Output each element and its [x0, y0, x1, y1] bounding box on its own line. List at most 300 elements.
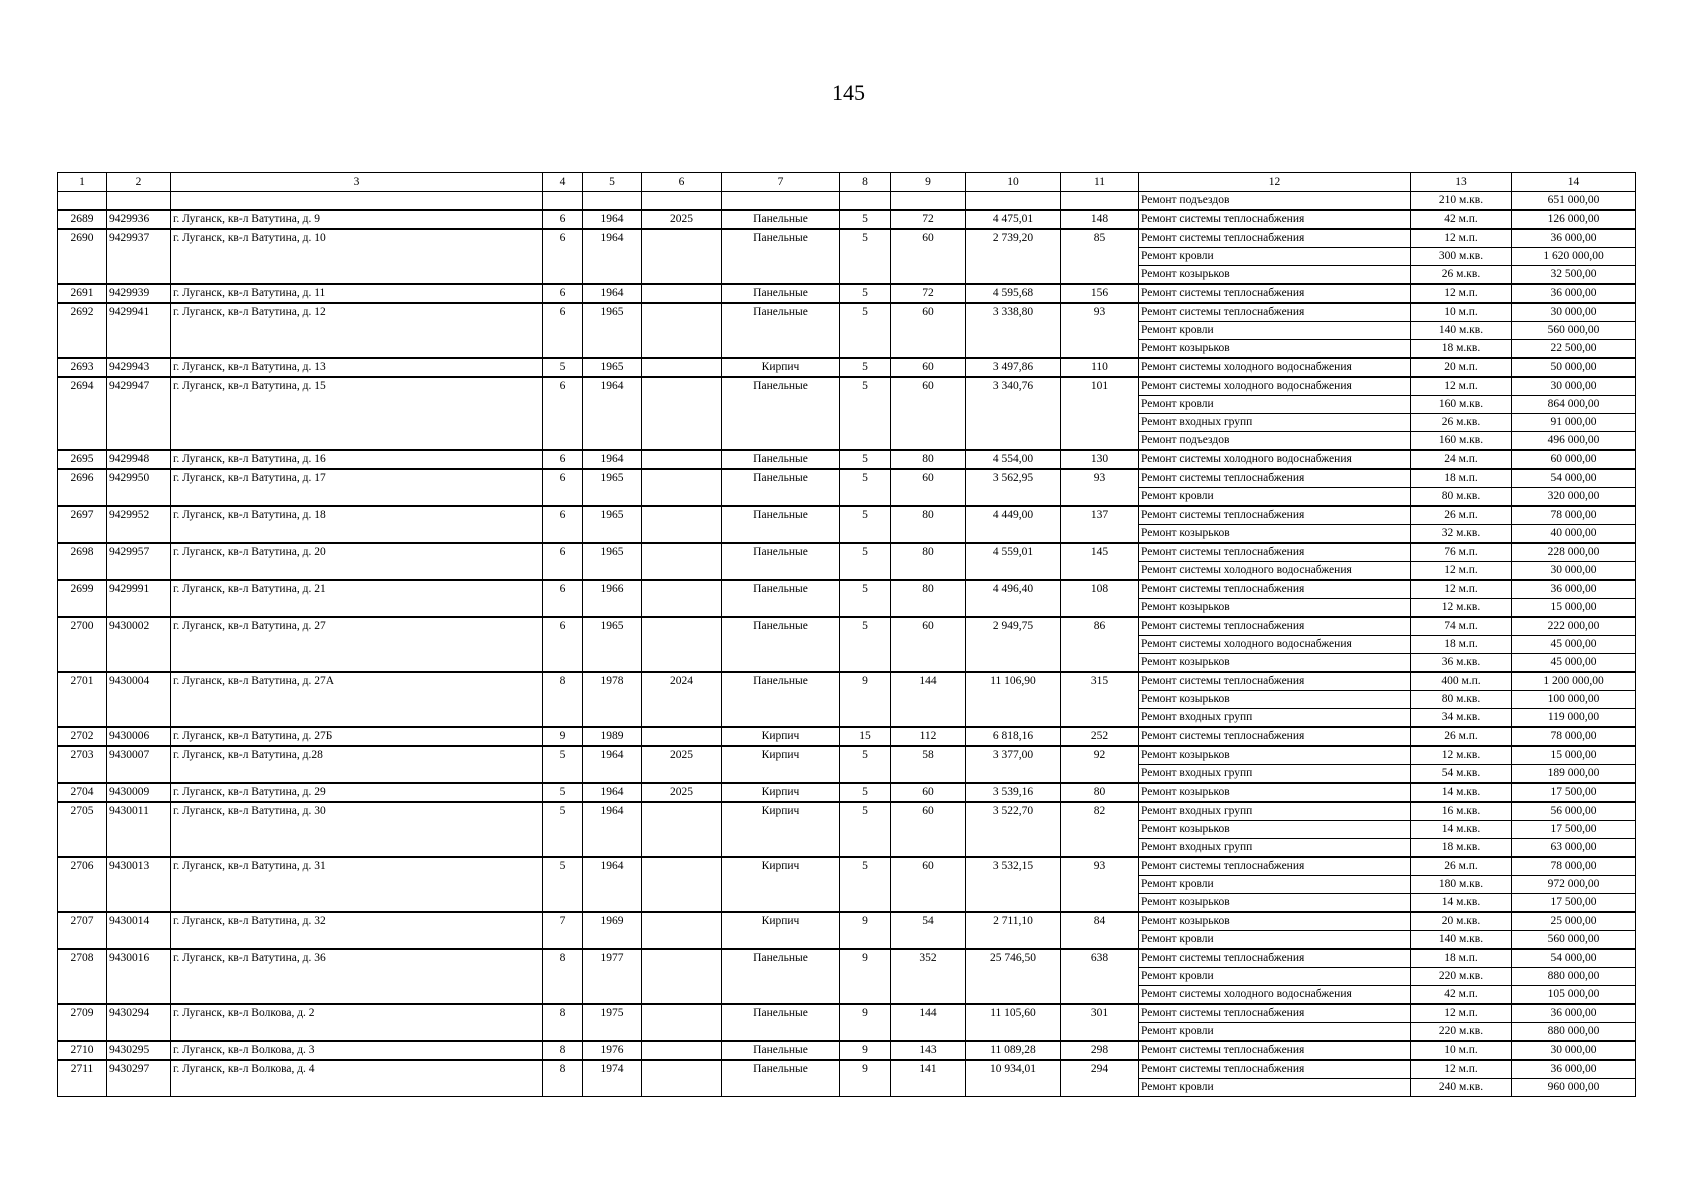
repair-year-cell [642, 229, 722, 284]
wall-material-cell: Кирпич [722, 746, 840, 783]
floors-cell: 5 [543, 783, 583, 802]
table-row [58, 857, 1636, 876]
work-type-cell: Ремонт входных групп [1139, 802, 1411, 821]
cost-cell: 30 000,00 [1512, 1041, 1636, 1060]
work-type-cell: Ремонт козырьков [1139, 746, 1411, 765]
page-number: 145 [832, 80, 865, 105]
table-row [58, 506, 1636, 525]
volume-cell: 80 м.кв. [1411, 488, 1512, 507]
area-cell: 2 711,10 [966, 912, 1061, 949]
work-type-cell: Ремонт входных групп [1139, 414, 1411, 432]
address-cell: г. Луганск, кв-л Ватутина, д. 31 [171, 857, 543, 912]
work-type-cell: Ремонт системы теплоснабжения [1139, 1060, 1411, 1079]
repair-year-cell [642, 949, 722, 1004]
address-cell [171, 192, 543, 211]
volume-cell: 26 м.кв. [1411, 414, 1512, 432]
row-number-cell: 2711 [58, 1060, 107, 1097]
year-built-cell: 1964 [583, 746, 642, 783]
volume-cell: 10 м.п. [1411, 303, 1512, 322]
work-type-cell: Ремонт системы холодного водоснабжения [1139, 986, 1411, 1005]
house-id-cell: 9430294 [107, 1004, 171, 1041]
area-cell [966, 192, 1061, 211]
row-number-cell: 2692 [58, 303, 107, 358]
volume-cell: 12 м.п. [1411, 562, 1512, 581]
apartments-cell: 144 [891, 1004, 966, 1041]
table-row [58, 1060, 1636, 1079]
floors-cell: 6 [543, 377, 583, 450]
house-id-cell: 9429952 [107, 506, 171, 543]
volume-cell: 76 м.п. [1411, 543, 1512, 562]
residents-cell: 252 [1061, 727, 1139, 746]
apartments-cell: 144 [891, 672, 966, 727]
entrances-cell: 9 [840, 672, 891, 727]
volume-cell: 26 м.кв. [1411, 266, 1512, 285]
apartments-cell: 60 [891, 469, 966, 506]
work-type-cell: Ремонт козырьков [1139, 340, 1411, 359]
repair-year-cell [642, 303, 722, 358]
table-row [58, 358, 1636, 377]
wall-material-cell: Панельные [722, 543, 840, 580]
entrances-cell: 5 [840, 469, 891, 506]
work-type-cell: Ремонт входных групп [1139, 709, 1411, 728]
house-id-cell: 9430002 [107, 617, 171, 672]
volume-cell: 18 м.п. [1411, 949, 1512, 968]
volume-cell: 20 м.кв. [1411, 912, 1512, 931]
address-cell: г. Луганск, кв-л Ватутина, д. 27Б [171, 727, 543, 746]
residents-cell: 108 [1061, 580, 1139, 617]
volume-cell: 42 м.п. [1411, 210, 1512, 229]
repair-year-cell [642, 284, 722, 303]
cost-cell: 864 000,00 [1512, 396, 1636, 414]
house-id-cell: 9430011 [107, 802, 171, 857]
work-type-cell: Ремонт кровли [1139, 931, 1411, 950]
apartments-cell: 60 [891, 229, 966, 284]
entrances-cell: 5 [840, 857, 891, 912]
area-cell: 6 818,16 [966, 727, 1061, 746]
address-cell: г. Луганск, кв-л Волкова, д. 2 [171, 1004, 543, 1041]
house-id-cell: 9429943 [107, 358, 171, 377]
work-type-cell: Ремонт системы теплоснабжения [1139, 1004, 1411, 1023]
apartments-cell: 80 [891, 506, 966, 543]
table-row [58, 303, 1636, 322]
table-row [58, 1041, 1636, 1060]
floors-cell: 8 [543, 1041, 583, 1060]
wall-material-cell: Панельные [722, 949, 840, 1004]
area-cell: 4 475,01 [966, 210, 1061, 229]
volume-cell: 12 м.кв. [1411, 599, 1512, 618]
volume-cell: 18 м.п. [1411, 469, 1512, 488]
volume-cell: 74 м.п. [1411, 617, 1512, 636]
address-cell: г. Луганск, кв-л Волкова, д. 4 [171, 1060, 543, 1097]
work-type-cell: Ремонт кровли [1139, 248, 1411, 266]
house-id-cell: 9429937 [107, 229, 171, 284]
work-type-cell: Ремонт козырьков [1139, 691, 1411, 709]
volume-cell: 12 м.п. [1411, 1060, 1512, 1079]
year-built-cell: 1964 [583, 210, 642, 229]
floors-cell: 6 [543, 229, 583, 284]
work-type-cell: Ремонт системы теплоснабжения [1139, 284, 1411, 303]
floors-cell: 9 [543, 727, 583, 746]
volume-cell: 26 м.п. [1411, 727, 1512, 746]
work-type-cell: Ремонт системы теплоснабжения [1139, 210, 1411, 229]
cost-cell: 228 000,00 [1512, 543, 1636, 562]
address-cell: г. Луганск, кв-л Ватутина, д. 12 [171, 303, 543, 358]
entrances-cell: 5 [840, 450, 891, 469]
work-type-cell: Ремонт кровли [1139, 876, 1411, 894]
cost-cell: 63 000,00 [1512, 839, 1636, 858]
volume-cell: 140 м.кв. [1411, 931, 1512, 950]
cost-cell: 320 000,00 [1512, 488, 1636, 507]
residents-cell: 93 [1061, 857, 1139, 912]
row-number-cell: 2703 [58, 746, 107, 783]
wall-material-cell [722, 192, 840, 211]
row-number-cell: 2695 [58, 450, 107, 469]
volume-cell: 36 м.кв. [1411, 654, 1512, 673]
header-cell: 10 [966, 173, 1061, 192]
volume-cell: 220 м.кв. [1411, 968, 1512, 986]
volume-cell: 140 м.кв. [1411, 322, 1512, 340]
volume-cell: 160 м.кв. [1411, 432, 1512, 451]
address-cell: г. Луганск, кв-л Ватутина, д. 30 [171, 802, 543, 857]
table-row [58, 469, 1636, 488]
repair-register-table [57, 172, 1636, 1097]
work-type-cell: Ремонт системы теплоснабжения [1139, 580, 1411, 599]
residents-cell: 156 [1061, 284, 1139, 303]
year-built-cell: 1965 [583, 543, 642, 580]
register-body [58, 192, 1636, 1097]
apartments-cell: 80 [891, 450, 966, 469]
apartments-cell: 60 [891, 857, 966, 912]
residents-cell: 298 [1061, 1041, 1139, 1060]
repair-year-cell [642, 580, 722, 617]
row-number-cell: 2705 [58, 802, 107, 857]
cost-cell: 78 000,00 [1512, 727, 1636, 746]
work-type-cell: Ремонт системы теплоснабжения [1139, 506, 1411, 525]
apartments-cell: 112 [891, 727, 966, 746]
floors-cell: 6 [543, 303, 583, 358]
wall-material-cell: Панельные [722, 1060, 840, 1097]
table-row [58, 284, 1636, 303]
floors-cell: 7 [543, 912, 583, 949]
volume-cell: 400 м.п. [1411, 672, 1512, 691]
volume-cell: 12 м.п. [1411, 1004, 1512, 1023]
address-cell: г. Луганск, кв-л Ватутина, д. 36 [171, 949, 543, 1004]
entrances-cell: 5 [840, 358, 891, 377]
address-cell: г. Луганск, кв-л Ватутина, д. 20 [171, 543, 543, 580]
row-number-cell: 2706 [58, 857, 107, 912]
cost-cell: 78 000,00 [1512, 506, 1636, 525]
area-cell: 4 595,68 [966, 284, 1061, 303]
floors-cell: 5 [543, 802, 583, 857]
residents-cell: 80 [1061, 783, 1139, 802]
volume-cell: 12 м.кв. [1411, 746, 1512, 765]
cost-cell: 100 000,00 [1512, 691, 1636, 709]
entrances-cell: 5 [840, 580, 891, 617]
wall-material-cell: Панельные [722, 469, 840, 506]
area-cell: 11 105,60 [966, 1004, 1061, 1041]
table-row [58, 783, 1636, 802]
apartments-cell: 60 [891, 358, 966, 377]
wall-material-cell: Панельные [722, 506, 840, 543]
address-cell: г. Луганск, кв-л Ватутина, д. 18 [171, 506, 543, 543]
apartments-cell [891, 192, 966, 211]
cost-cell: 36 000,00 [1512, 580, 1636, 599]
wall-material-cell: Кирпич [722, 857, 840, 912]
table-row [58, 377, 1636, 396]
repair-year-cell [642, 506, 722, 543]
repair-year-cell [642, 802, 722, 857]
header-cell: 2 [107, 173, 171, 192]
apartments-cell: 60 [891, 377, 966, 450]
volume-cell: 14 м.кв. [1411, 821, 1512, 839]
year-built-cell: 1977 [583, 949, 642, 1004]
work-type-cell: Ремонт козырьков [1139, 894, 1411, 913]
entrances-cell: 9 [840, 912, 891, 949]
volume-cell: 180 м.кв. [1411, 876, 1512, 894]
table-row [58, 949, 1636, 968]
work-type-cell: Ремонт входных групп [1139, 839, 1411, 858]
area-cell: 4 554,00 [966, 450, 1061, 469]
cost-cell: 30 000,00 [1512, 303, 1636, 322]
repair-year-cell [642, 450, 722, 469]
apartments-cell: 72 [891, 284, 966, 303]
house-id-cell: 9429950 [107, 469, 171, 506]
cost-cell: 119 000,00 [1512, 709, 1636, 728]
row-number-cell: 2708 [58, 949, 107, 1004]
entrances-cell: 5 [840, 746, 891, 783]
repair-year-cell [642, 1060, 722, 1097]
repair-year-cell [642, 469, 722, 506]
volume-cell: 16 м.кв. [1411, 802, 1512, 821]
address-cell: г. Луганск, кв-л Ватутина, д. 29 [171, 783, 543, 802]
table-row [58, 672, 1636, 691]
residents-cell: 148 [1061, 210, 1139, 229]
entrances-cell: 5 [840, 617, 891, 672]
wall-material-cell: Панельные [722, 1041, 840, 1060]
apartments-cell: 80 [891, 543, 966, 580]
house-id-cell: 9430016 [107, 949, 171, 1004]
address-cell: г. Луганск, кв-л Ватутина, д.28 [171, 746, 543, 783]
header-cell: 9 [891, 173, 966, 192]
cost-cell: 30 000,00 [1512, 377, 1636, 396]
work-type-cell: Ремонт системы теплоснабжения [1139, 617, 1411, 636]
header-cell: 13 [1411, 173, 1512, 192]
floors-cell: 5 [543, 358, 583, 377]
wall-material-cell: Панельные [722, 672, 840, 727]
work-type-cell: Ремонт системы холодного водоснабжения [1139, 358, 1411, 377]
work-type-cell: Ремонт кровли [1139, 968, 1411, 986]
table-row [58, 192, 1636, 211]
wall-material-cell: Панельные [722, 377, 840, 450]
volume-cell: 14 м.кв. [1411, 894, 1512, 913]
volume-cell: 32 м.кв. [1411, 525, 1512, 544]
floors-cell: 8 [543, 672, 583, 727]
repair-year-cell: 2024 [642, 672, 722, 727]
repair-year-cell [642, 617, 722, 672]
house-id-cell: 9430006 [107, 727, 171, 746]
work-type-cell: Ремонт системы теплоснабжения [1139, 469, 1411, 488]
apartments-cell: 80 [891, 580, 966, 617]
address-cell: г. Луганск, кв-л Ватутина, д. 13 [171, 358, 543, 377]
wall-material-cell: Панельные [722, 284, 840, 303]
year-built-cell: 1975 [583, 1004, 642, 1041]
house-id-cell: 9430295 [107, 1041, 171, 1060]
residents-cell: 315 [1061, 672, 1139, 727]
row-number-cell: 2694 [58, 377, 107, 450]
repair-year-cell [642, 857, 722, 912]
residents-cell: 130 [1061, 450, 1139, 469]
area-cell: 3 340,76 [966, 377, 1061, 450]
work-type-cell: Ремонт системы теплоснабжения [1139, 1041, 1411, 1060]
address-cell: г. Луганск, кв-л Ватутина, д. 16 [171, 450, 543, 469]
apartments-cell: 60 [891, 617, 966, 672]
cost-cell: 651 000,00 [1512, 192, 1636, 211]
residents-cell: 638 [1061, 949, 1139, 1004]
entrances-cell: 9 [840, 1041, 891, 1060]
cost-cell: 36 000,00 [1512, 229, 1636, 248]
work-type-cell: Ремонт козырьков [1139, 783, 1411, 802]
work-type-cell: Ремонт системы теплоснабжения [1139, 229, 1411, 248]
work-type-cell: Ремонт системы теплоснабжения [1139, 857, 1411, 876]
address-cell: г. Луганск, кв-л Ватутина, д. 21 [171, 580, 543, 617]
row-number-cell: 2710 [58, 1041, 107, 1060]
house-id-cell: 9430014 [107, 912, 171, 949]
apartments-cell: 60 [891, 303, 966, 358]
repair-year-cell [642, 543, 722, 580]
cost-cell: 880 000,00 [1512, 968, 1636, 986]
cost-cell: 1 200 000,00 [1512, 672, 1636, 691]
work-type-cell: Ремонт входных групп [1139, 765, 1411, 784]
year-built-cell: 1964 [583, 229, 642, 284]
residents-cell: 294 [1061, 1060, 1139, 1097]
work-type-cell: Ремонт козырьков [1139, 912, 1411, 931]
apartments-cell: 72 [891, 210, 966, 229]
volume-cell: 54 м.кв. [1411, 765, 1512, 784]
header-cell: 14 [1512, 173, 1636, 192]
volume-cell: 210 м.кв. [1411, 192, 1512, 211]
house-id-cell: 9430007 [107, 746, 171, 783]
area-cell: 4 496,40 [966, 580, 1061, 617]
wall-material-cell: Кирпич [722, 802, 840, 857]
cost-cell: 496 000,00 [1512, 432, 1636, 451]
cost-cell: 91 000,00 [1512, 414, 1636, 432]
address-cell: г. Луганск, кв-л Волкова, д. 3 [171, 1041, 543, 1060]
apartments-cell: 352 [891, 949, 966, 1004]
entrances-cell: 5 [840, 303, 891, 358]
year-built-cell: 1966 [583, 580, 642, 617]
year-built-cell: 1965 [583, 506, 642, 543]
row-number-cell: 2701 [58, 672, 107, 727]
work-type-cell: Ремонт кровли [1139, 488, 1411, 507]
table-row [58, 210, 1636, 229]
header-cell: 7 [722, 173, 840, 192]
cost-cell: 45 000,00 [1512, 654, 1636, 673]
area-cell: 3 377,00 [966, 746, 1061, 783]
volume-cell: 80 м.кв. [1411, 691, 1512, 709]
work-type-cell: Ремонт системы теплоснабжения [1139, 949, 1411, 968]
cost-cell: 17 500,00 [1512, 894, 1636, 913]
house-id-cell [107, 192, 171, 211]
cost-cell: 960 000,00 [1512, 1079, 1636, 1097]
cost-cell: 17 500,00 [1512, 783, 1636, 802]
residents-cell [1061, 192, 1139, 211]
table-row [58, 727, 1636, 746]
work-type-cell: Ремонт системы холодного водоснабжения [1139, 562, 1411, 581]
year-built-cell: 1964 [583, 377, 642, 450]
header-cell: 4 [543, 173, 583, 192]
row-number-cell: 2697 [58, 506, 107, 543]
area-cell: 2 949,75 [966, 617, 1061, 672]
table-row [58, 617, 1636, 636]
house-id-cell: 9429947 [107, 377, 171, 450]
repair-year-cell: 2025 [642, 746, 722, 783]
cost-cell: 15 000,00 [1512, 746, 1636, 765]
house-id-cell: 9429991 [107, 580, 171, 617]
area-cell: 25 746,50 [966, 949, 1061, 1004]
residents-cell: 93 [1061, 303, 1139, 358]
residents-cell: 137 [1061, 506, 1139, 543]
row-number-cell: 2699 [58, 580, 107, 617]
work-type-cell: Ремонт кровли [1139, 322, 1411, 340]
repair-year-cell [642, 912, 722, 949]
header-cell: 3 [171, 173, 543, 192]
row-number-cell: 2693 [58, 358, 107, 377]
table-row [58, 802, 1636, 821]
volume-cell: 18 м.п. [1411, 636, 1512, 654]
row-number-cell: 2690 [58, 229, 107, 284]
table-row [58, 543, 1636, 562]
area-cell: 3 497,86 [966, 358, 1061, 377]
residents-cell: 93 [1061, 469, 1139, 506]
area-cell: 11 089,28 [966, 1041, 1061, 1060]
work-type-cell: Ремонт кровли [1139, 1079, 1411, 1097]
entrances-cell [840, 192, 891, 211]
work-type-cell: Ремонт козырьков [1139, 266, 1411, 285]
residents-cell: 84 [1061, 912, 1139, 949]
cost-cell: 17 500,00 [1512, 821, 1636, 839]
apartments-cell: 60 [891, 783, 966, 802]
header-cell: 1 [58, 173, 107, 192]
work-type-cell: Ремонт системы теплоснабжения [1139, 727, 1411, 746]
house-id-cell: 9429936 [107, 210, 171, 229]
year-built-cell [583, 192, 642, 211]
work-type-cell: Ремонт кровли [1139, 396, 1411, 414]
area-cell: 3 522,70 [966, 802, 1061, 857]
year-built-cell: 1965 [583, 358, 642, 377]
address-cell: г. Луганск, кв-л Ватутина, д. 27 [171, 617, 543, 672]
work-type-cell: Ремонт подъездов [1139, 432, 1411, 451]
house-id-cell: 9429948 [107, 450, 171, 469]
cost-cell: 36 000,00 [1512, 1004, 1636, 1023]
repair-year-cell [642, 1004, 722, 1041]
cost-cell: 54 000,00 [1512, 949, 1636, 968]
residents-cell: 101 [1061, 377, 1139, 450]
year-built-cell: 1965 [583, 303, 642, 358]
cost-cell: 60 000,00 [1512, 450, 1636, 469]
address-cell: г. Луганск, кв-л Ватутина, д. 15 [171, 377, 543, 450]
work-type-cell: Ремонт подъездов [1139, 192, 1411, 211]
address-cell: г. Луганск, кв-л Ватутина, д. 27А [171, 672, 543, 727]
floors-cell: 6 [543, 506, 583, 543]
cost-cell: 222 000,00 [1512, 617, 1636, 636]
entrances-cell: 5 [840, 543, 891, 580]
entrances-cell: 5 [840, 229, 891, 284]
row-number-cell: 2700 [58, 617, 107, 672]
floors-cell: 6 [543, 284, 583, 303]
work-type-cell: Ремонт системы холодного водоснабжения [1139, 377, 1411, 396]
house-id-cell: 9430009 [107, 783, 171, 802]
volume-cell: 18 м.кв. [1411, 839, 1512, 858]
